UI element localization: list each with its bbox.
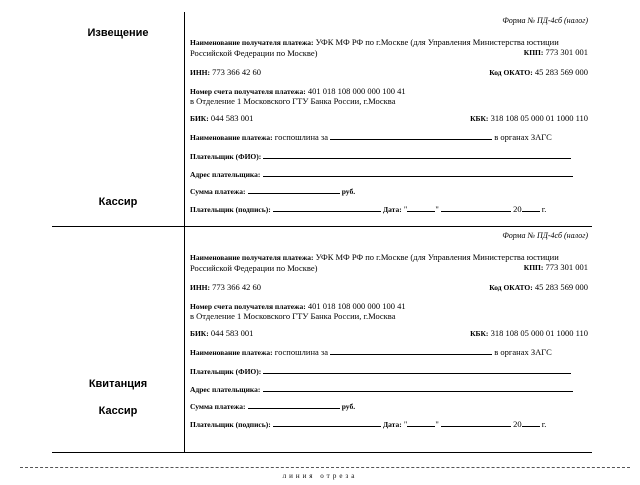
recipient-label: Наименование получателя платежа: — [190, 38, 314, 47]
year-suffix: г. — [541, 419, 547, 429]
bank-row — [190, 96, 588, 106]
sum-row — [190, 185, 588, 197]
payment-name-suffix: в органах ЗАГС — [494, 347, 552, 357]
notice-title: Извещение — [87, 27, 149, 39]
okato-value: 45 283 569 000 — [534, 282, 588, 292]
signature-field[interactable] — [273, 418, 381, 427]
date-day-field[interactable] — [407, 418, 435, 427]
payer-row — [190, 365, 588, 377]
kpp-row — [190, 262, 588, 273]
signature-field[interactable] — [273, 203, 381, 212]
inn-value: 773 366 42 60 — [212, 67, 261, 77]
receipt-cashier: Кассир — [98, 405, 138, 417]
payer-field[interactable] — [263, 150, 571, 159]
year-prefix: 20 — [513, 204, 522, 214]
address-row — [190, 168, 588, 180]
inn-row — [190, 282, 588, 293]
account-label: Номер счета получателя платежа: — [190, 302, 306, 311]
payer-field[interactable] — [263, 365, 571, 374]
form-number: Форма № ПД-4сб (налог) — [502, 231, 588, 240]
payer-label: Плательщик (ФИО): — [190, 152, 262, 161]
sum-field[interactable] — [248, 185, 340, 194]
okato-label: Код ОКАТО: — [489, 283, 533, 292]
divider-bottom — [52, 452, 592, 453]
address-label: Адрес плательщика: — [190, 170, 261, 179]
date-month-field[interactable] — [441, 418, 511, 427]
payment-name-field[interactable] — [330, 346, 492, 355]
cut-line — [20, 467, 630, 468]
address-field[interactable] — [263, 383, 573, 392]
signature-label: Плательщик (подпись): — [190, 420, 271, 429]
kpp-value: 773 301 001 — [545, 262, 588, 272]
payment-name-prefix: госпошлина за — [274, 347, 329, 357]
okato-label: Код ОКАТО: — [489, 68, 533, 77]
date-day-field[interactable] — [407, 203, 435, 212]
sum-unit: руб. — [341, 402, 356, 411]
account-value: 401 018 108 000 000 100 41 — [307, 86, 406, 96]
payment-name-label: Наименование платежа: — [190, 133, 273, 142]
year-field[interactable] — [522, 203, 540, 212]
sum-label: Сумма платежа: — [190, 187, 246, 196]
payer-label: Плательщик (ФИО): — [190, 367, 262, 376]
payment-name-suffix: в органах ЗАГС — [494, 132, 552, 142]
cut-line-label: линия отреза — [282, 472, 358, 480]
inn-label: ИНН: — [190, 283, 210, 292]
account-label: Номер счета получателя платежа: — [190, 87, 306, 96]
kbk-value: 318 108 05 000 01 1000 110 — [490, 113, 588, 123]
year-suffix: г. — [541, 204, 547, 214]
bik-row — [190, 113, 588, 124]
kbk-value: 318 108 05 000 01 1000 110 — [490, 328, 588, 338]
sum-field[interactable] — [248, 400, 340, 409]
year-prefix: 20 — [513, 419, 522, 429]
kpp-row — [190, 47, 588, 58]
date-label: Дата: — [382, 420, 402, 429]
date-label: Дата: — [382, 205, 402, 214]
recipient-label: Наименование получателя платежа: — [190, 253, 314, 262]
inn-label: ИНН: — [190, 68, 210, 77]
kbk-label: КБК: — [470, 114, 489, 123]
bank-value: в Отделение 1 Московского ГТУ Банка России, г.Москва — [190, 311, 396, 321]
bik-value: 044 583 001 — [210, 328, 254, 338]
sum-unit: руб. — [341, 187, 356, 196]
address-row — [190, 383, 588, 395]
bank-value: в Отделение 1 Московского ГТУ Банка России, г.Москва — [190, 96, 396, 106]
payment-name-field[interactable] — [330, 131, 492, 140]
date-month-field[interactable] — [441, 203, 511, 212]
payment-name-label: Наименование платежа: — [190, 348, 273, 357]
recipient-value: УФК МФ РФ по г.Москве (для Управления Министерства юстиции Российской Федерации по Москве) — [190, 37, 559, 58]
notice-section — [190, 16, 588, 224]
payment-name-prefix: госпошлина за — [274, 132, 329, 142]
signature-label: Плательщик (подпись): — [190, 205, 271, 214]
divider-middle — [52, 226, 592, 227]
form-number: Форма № ПД-4сб (налог) — [502, 16, 588, 25]
sum-label: Сумма платежа: — [190, 402, 246, 411]
kbk-label: КБК: — [470, 329, 489, 338]
receipt-title: Квитанция — [88, 378, 148, 390]
address-label: Адрес плательщика: — [190, 385, 261, 394]
address-field[interactable] — [263, 168, 573, 177]
date-quote-close: " — [435, 419, 439, 429]
date-quote-close: " — [435, 204, 439, 214]
kpp-value: 773 301 001 — [545, 47, 588, 57]
date-quote-open: " — [403, 204, 408, 214]
bank-row — [190, 311, 588, 321]
recipient-value: УФК МФ РФ по г.Москве (для Управления Министерства юстиции Российской Федерации по Москве) — [190, 252, 559, 273]
inn-value: 773 366 42 60 — [212, 282, 261, 292]
bik-label: БИК: — [190, 114, 209, 123]
bik-value: 044 583 001 — [210, 113, 254, 123]
account-value: 401 018 108 000 000 100 41 — [307, 301, 406, 311]
payment-name-row — [190, 346, 588, 358]
signature-row — [190, 203, 588, 215]
date-quote-open: " — [403, 419, 408, 429]
inn-row — [190, 67, 588, 78]
bik-label: БИК: — [190, 329, 209, 338]
payment-name-row — [190, 131, 588, 143]
divider-vertical — [184, 12, 185, 452]
sum-row — [190, 400, 588, 412]
payer-row — [190, 150, 588, 162]
notice-cashier: Кассир — [98, 196, 138, 208]
kpp-label: КПП: — [523, 48, 544, 57]
bik-row — [190, 328, 588, 339]
receipt-section — [190, 231, 588, 446]
signature-row — [190, 418, 588, 430]
year-field[interactable] — [522, 418, 540, 427]
kpp-label: КПП: — [523, 263, 544, 272]
okato-value: 45 283 569 000 — [534, 67, 588, 77]
